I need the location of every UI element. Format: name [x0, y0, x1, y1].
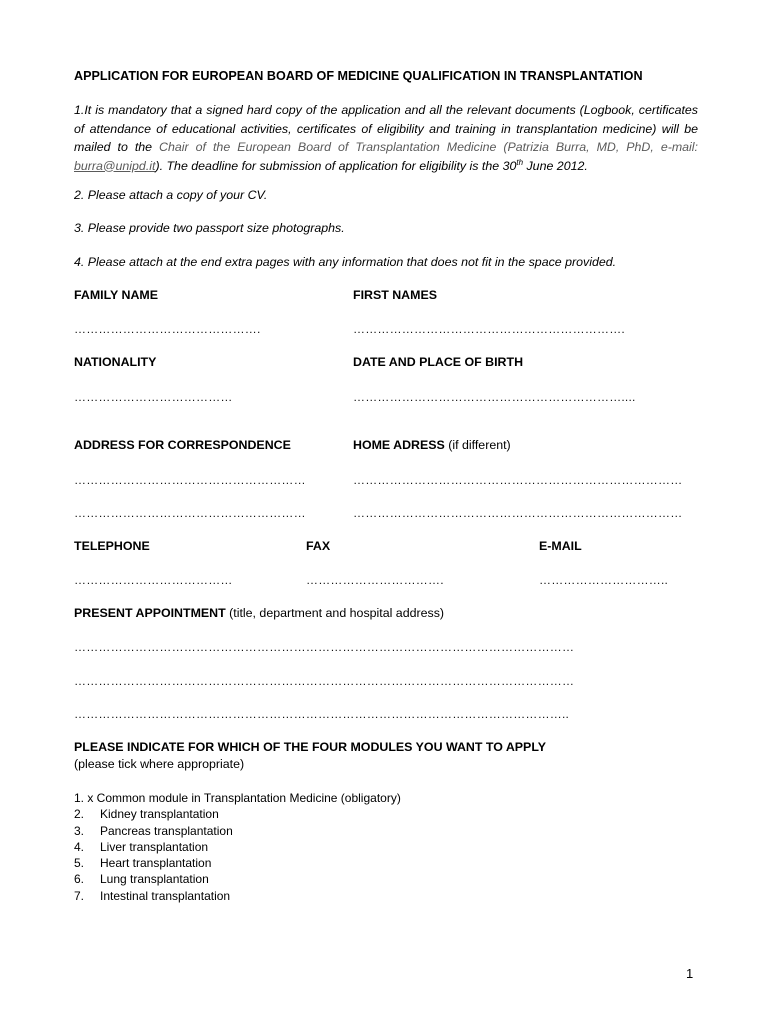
instruction-1-chair: Chair of the European Board of Transplantation Medicine (Patrizia Burra, MD, PhD, e-mail: [159, 140, 698, 154]
module-number: 2. [74, 807, 85, 822]
instruction-4: 4. Please attach at the end extra pages with any information that does not fit in the space provided. [74, 255, 617, 269]
module-item[interactable] [74, 839, 401, 855]
nationality-label: NATIONALITY [74, 355, 157, 369]
module-item[interactable] [74, 823, 401, 839]
instruction-1 [74, 101, 698, 175]
present-appointment-label-text: PRESENT APPOINTMENT [74, 606, 226, 620]
module-label: Pancreas transplantation [100, 823, 233, 838]
present-appointment-field-2[interactable]: …………………………………………………………………………………………………………… [74, 674, 575, 688]
home-address-field-1[interactable]: ……………………………………………………………………… [353, 473, 683, 487]
modules-heading: PLEASE INDICATE FOR WHICH OF THE FOUR MODULES YOU WANT TO APPLY [74, 740, 547, 754]
home-address-label [353, 438, 511, 452]
module-number: 7. [74, 888, 85, 903]
present-appointment-note: (title, department and hospital address) [225, 606, 445, 620]
family-name-label: FAMILY NAME [74, 288, 158, 302]
modules-note: (please tick where appropriate) [74, 757, 245, 771]
date-place-birth-label: DATE AND PLACE OF BIRTH [353, 355, 524, 369]
instruction-2: 2. Please attach a copy of your CV. [74, 188, 268, 202]
instruction-1-deadline: ). The deadline for submission of application for eligibility is the 30 [155, 158, 517, 173]
module-item[interactable] [74, 871, 401, 887]
instruction-1-date: June 2012. [523, 158, 588, 173]
module-item[interactable] [74, 888, 401, 904]
address-correspondence-label: ADDRESS FOR CORRESPONDENCE [74, 438, 291, 452]
fax-field[interactable]: ……………………………. [306, 573, 444, 587]
form-title: APPLICATION FOR EUROPEAN BOARD OF MEDICINE QUALIFICATION IN TRANSPLANTATION [74, 69, 643, 83]
module-label: Intestinal transplantation [100, 888, 231, 903]
fax-label: FAX [306, 539, 331, 553]
contact-email-link[interactable]: burra@unipd.it [74, 158, 156, 173]
email-label: E-MAIL [539, 539, 582, 553]
telephone-label: TELEPHONE [74, 539, 150, 553]
module-item[interactable] [74, 855, 401, 871]
instruction-3: 3. Please provide two passport size photographs. [74, 221, 345, 235]
home-address-note: (if different) [444, 438, 511, 452]
present-appointment-label [74, 606, 444, 620]
first-names-field[interactable]: …………………………………………………………. [353, 322, 625, 336]
home-address-field-2[interactable]: ……………………………………………………………………… [353, 506, 683, 520]
page-number: 1 [686, 966, 694, 981]
module-number: 5. [74, 856, 85, 871]
module-item[interactable] [74, 806, 401, 822]
instruction-1-text: 1.It is mandatory that a signed hard copy of the application and all the relevant documents (Logbook, certificates of attendance of educational activities, certificates of eligibility and training in transplantation medicine) will be mailed to the [74, 103, 698, 154]
first-names-label: FIRST NAMES [353, 288, 437, 302]
address-correspondence-field-1[interactable]: ………………………………………………… [74, 473, 306, 487]
module-number: 6. [74, 872, 85, 887]
module-number: 3. [74, 823, 85, 838]
address-correspondence-field-2[interactable]: ………………………………………………… [74, 506, 306, 520]
home-address-label-text: HOME ADRESS [353, 438, 445, 452]
module-common[interactable]: 1. x Common module in Transplantation Medicine (obligatory) [74, 791, 401, 805]
email-field[interactable]: ………………………….. [539, 573, 669, 587]
module-label: Kidney transplantation [100, 807, 219, 822]
date-place-birth-field[interactable]: ………………………………………………………….... [353, 390, 636, 404]
modules-list [74, 790, 401, 904]
present-appointment-field-3[interactable]: ………………………………………………………………………………………………………….. [74, 707, 570, 721]
instruction-1-sup: th [516, 157, 524, 167]
present-appointment-field-1[interactable]: …………………………………………………………………………………………………………… [74, 640, 575, 654]
module-label: Liver transplantation [100, 839, 209, 854]
module-label: Heart transplantation [100, 856, 212, 871]
module-number: 4. [74, 839, 85, 854]
family-name-field[interactable]: ………………………………………. [74, 322, 261, 336]
telephone-field[interactable]: ………………………………… [74, 573, 233, 587]
nationality-field[interactable]: ………………………………… [74, 390, 233, 404]
module-label: Lung transplantation [100, 872, 209, 887]
